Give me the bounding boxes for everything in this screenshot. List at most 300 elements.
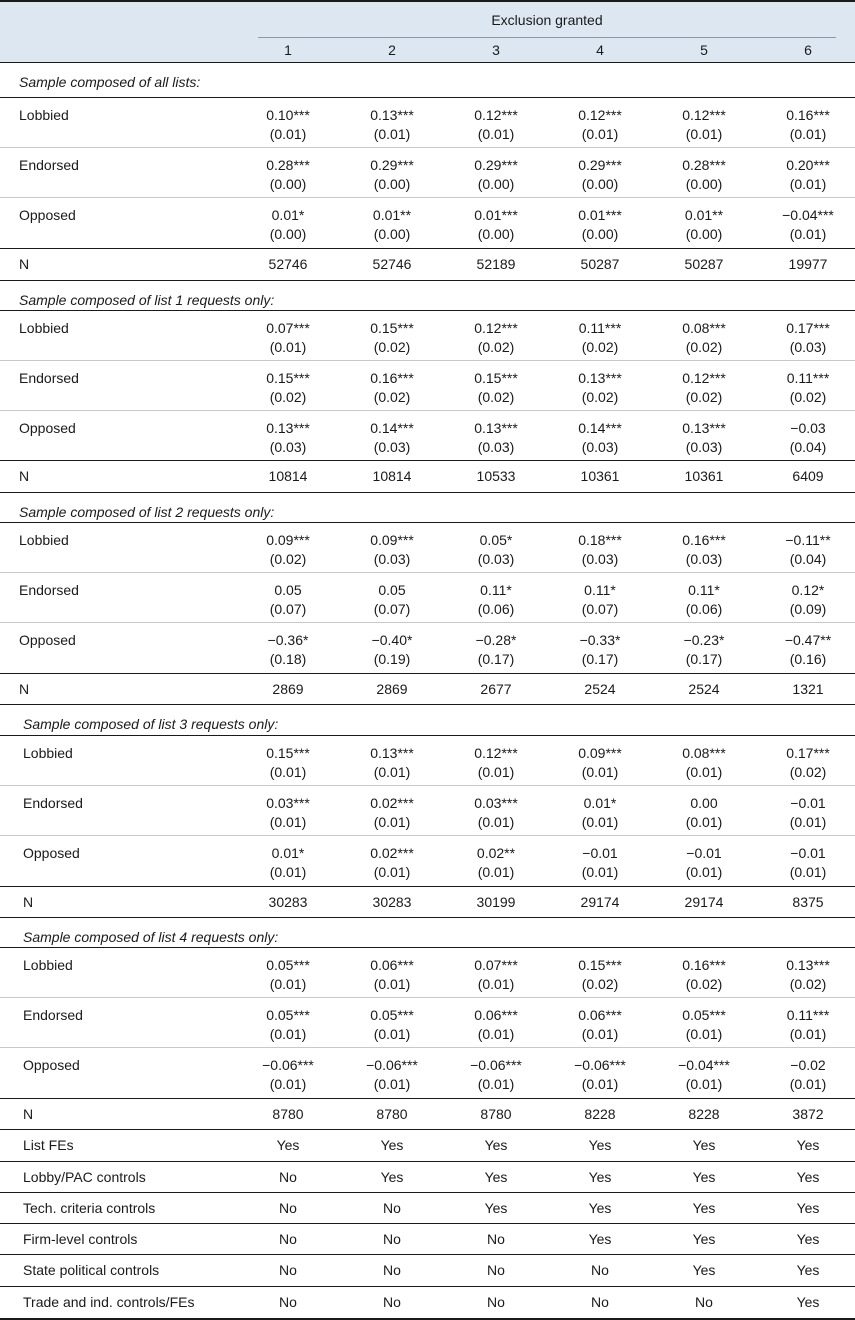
panel-heading-row bbox=[0, 62, 855, 97]
coefficient-cell bbox=[652, 744, 756, 782]
control-value: No bbox=[279, 1262, 297, 1278]
table-row bbox=[0, 360, 855, 410]
standard-error: (0.02) bbox=[685, 976, 723, 992]
coefficient-value: 0.05*** bbox=[370, 1007, 414, 1023]
n-label: N bbox=[19, 256, 30, 272]
coefficient-value: 0.16*** bbox=[682, 957, 726, 973]
standard-error: (0.06) bbox=[685, 601, 723, 617]
standard-error: (0.03) bbox=[373, 551, 411, 567]
coefficient-value: 0.05*** bbox=[682, 1007, 726, 1023]
coefficient-cell bbox=[340, 794, 444, 832]
coefficient-cell bbox=[652, 956, 756, 994]
standard-error: (0.02) bbox=[269, 551, 307, 567]
control-value: Yes bbox=[380, 1169, 404, 1185]
coefficient-value: 0.05*** bbox=[266, 1007, 310, 1023]
coefficient-cell bbox=[236, 1056, 340, 1094]
standard-error: (0.00) bbox=[685, 226, 723, 242]
n-value: 8228 bbox=[688, 1106, 720, 1122]
coefficient-value: 0.13*** bbox=[370, 107, 414, 123]
n-value: 10814 bbox=[268, 468, 308, 484]
control-value: No bbox=[279, 1169, 297, 1185]
coefficient-value: −0.02 bbox=[790, 1057, 826, 1073]
table-row bbox=[0, 410, 855, 460]
coefficient-value: 0.18*** bbox=[578, 532, 622, 548]
standard-error: (0.02) bbox=[685, 389, 723, 405]
n-label: N bbox=[19, 468, 30, 484]
coefficient-value: 0.01* bbox=[583, 795, 617, 811]
column-number: 1 bbox=[284, 42, 292, 58]
standard-error: (0.00) bbox=[581, 226, 619, 242]
table-row bbox=[0, 947, 855, 997]
n-value: 29174 bbox=[580, 894, 620, 910]
n-value: 30283 bbox=[268, 894, 308, 910]
n-value: 8375 bbox=[792, 894, 824, 910]
panel-heading-row bbox=[0, 704, 855, 735]
coefficient-cell bbox=[756, 319, 855, 357]
coefficient-cell bbox=[548, 369, 652, 407]
control-value: No bbox=[487, 1294, 505, 1310]
n-value: 6409 bbox=[792, 468, 824, 484]
coefficient-cell bbox=[340, 581, 444, 619]
table-row bbox=[0, 522, 855, 572]
coefficient-cell bbox=[548, 156, 652, 194]
n-value: 2869 bbox=[272, 681, 304, 697]
coefficient-cell bbox=[340, 419, 444, 457]
coefficient-cell bbox=[340, 319, 444, 357]
control-value: No bbox=[383, 1231, 401, 1247]
standard-error: (0.01) bbox=[581, 126, 619, 142]
coefficient-value: 0.02*** bbox=[370, 845, 414, 861]
n-value: 1321 bbox=[792, 681, 824, 697]
n-value: 8780 bbox=[376, 1106, 408, 1122]
coefficient-cell bbox=[340, 156, 444, 194]
row-label: Opposed bbox=[19, 207, 76, 223]
table-row bbox=[0, 622, 855, 673]
control-value: Yes bbox=[380, 1137, 404, 1153]
coefficient-cell bbox=[652, 106, 756, 144]
coefficient-value: 0.09*** bbox=[266, 532, 310, 548]
column-number: 6 bbox=[804, 42, 812, 58]
row-label: Lobbied bbox=[19, 320, 69, 336]
standard-error: (0.01) bbox=[269, 126, 307, 142]
coefficient-cell bbox=[756, 581, 855, 619]
coefficient-cell bbox=[236, 956, 340, 994]
coefficient-value: 0.01* bbox=[271, 845, 305, 861]
standard-error: (0.03) bbox=[685, 439, 723, 455]
standard-error: (0.07) bbox=[269, 601, 307, 617]
coefficient-cell bbox=[444, 631, 548, 669]
standard-error: (0.01) bbox=[477, 126, 515, 142]
coefficient-value: 0.06*** bbox=[474, 1007, 518, 1023]
coefficient-cell bbox=[236, 206, 340, 244]
coefficient-cell bbox=[340, 369, 444, 407]
panel-title: Sample composed of list 4 requests only: bbox=[23, 929, 279, 945]
coefficient-cell bbox=[236, 744, 340, 782]
standard-error: (0.00) bbox=[373, 226, 411, 242]
row-label: Opposed bbox=[23, 845, 80, 861]
coefficient-value: −0.28* bbox=[475, 632, 517, 648]
coefficient-cell bbox=[340, 844, 444, 882]
table-row bbox=[0, 147, 855, 197]
coefficient-value: 0.13*** bbox=[474, 420, 518, 436]
standard-error: (0.01) bbox=[477, 976, 515, 992]
standard-error: (0.03) bbox=[581, 439, 619, 455]
standard-error: (0.01) bbox=[685, 1026, 723, 1042]
standard-error: (0.03) bbox=[581, 551, 619, 567]
control-value: Yes bbox=[484, 1169, 508, 1185]
coefficient-cell bbox=[340, 106, 444, 144]
coefficient-value: 0.15*** bbox=[474, 370, 518, 386]
coefficient-cell bbox=[652, 631, 756, 669]
coefficient-cell bbox=[756, 106, 855, 144]
coefficient-cell bbox=[652, 319, 756, 357]
column-number: 2 bbox=[388, 42, 396, 58]
standard-error: (0.01) bbox=[477, 764, 515, 780]
coefficient-value: 0.15*** bbox=[266, 370, 310, 386]
coefficient-cell bbox=[444, 794, 548, 832]
row-label: Endorsed bbox=[19, 582, 79, 598]
coefficient-value: 0.01* bbox=[271, 207, 305, 223]
control-value: Yes bbox=[796, 1262, 820, 1278]
coefficient-cell bbox=[652, 419, 756, 457]
n-value: 52189 bbox=[476, 256, 516, 272]
standard-error: (0.01) bbox=[789, 226, 827, 242]
n-row bbox=[0, 460, 855, 492]
n-value: 10533 bbox=[476, 468, 516, 484]
standard-error: (0.01) bbox=[477, 1026, 515, 1042]
standard-error: (0.02) bbox=[789, 976, 827, 992]
standard-error: (0.01) bbox=[581, 1026, 619, 1042]
row-label: Opposed bbox=[23, 1057, 80, 1073]
control-label: Lobby/PAC controls bbox=[23, 1169, 146, 1185]
standard-error: (0.01) bbox=[789, 814, 827, 830]
control-value: Yes bbox=[276, 1137, 300, 1153]
table-row bbox=[0, 97, 855, 147]
standard-error: (0.01) bbox=[373, 1076, 411, 1092]
standard-error: (0.01) bbox=[269, 814, 307, 830]
coefficient-cell bbox=[548, 844, 652, 882]
coefficient-cell bbox=[340, 744, 444, 782]
control-value: Yes bbox=[692, 1200, 716, 1216]
coefficient-cell bbox=[652, 844, 756, 882]
standard-error: (0.01) bbox=[685, 1076, 723, 1092]
coefficient-cell bbox=[340, 1056, 444, 1094]
n-value: 30199 bbox=[476, 894, 516, 910]
standard-error: (0.02) bbox=[581, 389, 619, 405]
control-label: Firm-level controls bbox=[23, 1231, 138, 1247]
panel-heading-row bbox=[0, 280, 855, 310]
coefficient-cell bbox=[444, 206, 548, 244]
standard-error: (0.01) bbox=[477, 814, 515, 830]
n-row bbox=[0, 248, 855, 280]
standard-error: (0.02) bbox=[269, 389, 307, 405]
coefficient-cell bbox=[340, 206, 444, 244]
standard-error: (0.00) bbox=[373, 176, 411, 192]
standard-error: (0.07) bbox=[581, 601, 619, 617]
coefficient-value: 0.07*** bbox=[266, 320, 310, 336]
n-value: 10814 bbox=[372, 468, 412, 484]
coefficient-value: 0.29*** bbox=[370, 157, 414, 173]
standard-error: (0.01) bbox=[477, 864, 515, 880]
standard-error: (0.02) bbox=[789, 764, 827, 780]
standard-error: (0.02) bbox=[581, 976, 619, 992]
control-row bbox=[0, 1254, 855, 1286]
control-value: Yes bbox=[796, 1200, 820, 1216]
column-number: 5 bbox=[700, 42, 708, 58]
coefficient-cell bbox=[236, 1006, 340, 1044]
coefficient-cell bbox=[756, 794, 855, 832]
control-value: Yes bbox=[692, 1262, 716, 1278]
standard-error: (0.06) bbox=[477, 601, 515, 617]
coefficient-cell bbox=[548, 744, 652, 782]
standard-error: (0.00) bbox=[581, 176, 619, 192]
table-row bbox=[0, 1047, 855, 1098]
control-value: No bbox=[279, 1294, 297, 1310]
coefficient-cell bbox=[548, 1006, 652, 1044]
coefficient-cell bbox=[756, 419, 855, 457]
coefficient-cell bbox=[756, 531, 855, 569]
coefficient-value: 0.05 bbox=[378, 582, 406, 598]
standard-error: (0.01) bbox=[269, 864, 307, 880]
coefficient-cell bbox=[236, 531, 340, 569]
coefficient-value: 0.11*** bbox=[578, 320, 622, 336]
coefficient-value: 0.12*** bbox=[578, 107, 622, 123]
coefficient-cell bbox=[652, 1056, 756, 1094]
standard-error: (0.03) bbox=[373, 439, 411, 455]
coefficient-value: 0.15*** bbox=[266, 745, 310, 761]
coefficient-value: −0.04*** bbox=[782, 207, 834, 223]
standard-error: (0.01) bbox=[373, 126, 411, 142]
coefficient-cell bbox=[340, 1006, 444, 1044]
standard-error: (0.19) bbox=[373, 651, 411, 667]
coefficient-value: −0.04*** bbox=[678, 1057, 730, 1073]
panel-title: Sample composed of list 1 requests only: bbox=[19, 292, 275, 308]
coefficient-cell bbox=[652, 794, 756, 832]
standard-error: (0.01) bbox=[269, 764, 307, 780]
standard-error: (0.03) bbox=[477, 551, 515, 567]
n-value: 50287 bbox=[684, 256, 724, 272]
coefficient-value: 0.29*** bbox=[578, 157, 622, 173]
n-value: 3872 bbox=[792, 1106, 824, 1122]
coefficient-cell bbox=[756, 1056, 855, 1094]
control-value: Yes bbox=[796, 1294, 820, 1310]
control-label: State political controls bbox=[23, 1262, 160, 1278]
control-value: No bbox=[695, 1294, 713, 1310]
n-label: N bbox=[23, 1106, 34, 1122]
standard-error: (0.03) bbox=[789, 339, 827, 355]
coefficient-cell bbox=[444, 531, 548, 569]
panel-heading-row bbox=[0, 917, 855, 947]
coefficient-cell bbox=[652, 1006, 756, 1044]
coefficient-value: −0.01 bbox=[790, 795, 826, 811]
coefficient-value: 0.12*** bbox=[474, 320, 518, 336]
n-value: 52746 bbox=[372, 256, 412, 272]
standard-error: (0.01) bbox=[581, 764, 619, 780]
coefficient-value: 0.01** bbox=[372, 207, 412, 223]
coefficient-cell bbox=[652, 531, 756, 569]
coefficient-cell bbox=[444, 106, 548, 144]
n-value: 52746 bbox=[268, 256, 308, 272]
standard-error: (0.03) bbox=[269, 439, 307, 455]
n-value: 2524 bbox=[688, 681, 720, 697]
coefficient-cell bbox=[756, 369, 855, 407]
coefficient-value: −0.03 bbox=[790, 420, 826, 436]
standard-error: (0.01) bbox=[269, 339, 307, 355]
coefficient-value: −0.11** bbox=[785, 532, 831, 548]
coefficient-cell bbox=[236, 369, 340, 407]
coefficient-value: 0.16*** bbox=[682, 532, 726, 548]
coefficient-value: 0.01** bbox=[684, 207, 724, 223]
standard-error: (0.02) bbox=[477, 339, 515, 355]
coefficient-value: 0.20*** bbox=[786, 157, 830, 173]
coefficient-cell bbox=[548, 531, 652, 569]
coefficient-value: −0.40* bbox=[371, 632, 413, 648]
coefficient-value: −0.23* bbox=[683, 632, 725, 648]
standard-error: (0.09) bbox=[789, 601, 827, 617]
coefficient-value: 0.01*** bbox=[474, 207, 518, 223]
coefficient-cell bbox=[548, 956, 652, 994]
coefficient-value: 0.08*** bbox=[682, 320, 726, 336]
control-row bbox=[0, 1129, 855, 1161]
coefficient-value: 0.17*** bbox=[786, 745, 830, 761]
coefficient-cell bbox=[236, 156, 340, 194]
coefficient-cell bbox=[756, 631, 855, 669]
control-value: Yes bbox=[692, 1137, 716, 1153]
row-label: Endorsed bbox=[19, 157, 79, 173]
coefficient-cell bbox=[548, 106, 652, 144]
control-value: No bbox=[591, 1294, 609, 1310]
standard-error: (0.00) bbox=[269, 176, 307, 192]
standard-error: (0.01) bbox=[581, 814, 619, 830]
n-value: 8780 bbox=[480, 1106, 512, 1122]
coefficient-cell bbox=[444, 419, 548, 457]
coefficient-value: −0.47** bbox=[784, 632, 832, 648]
coefficient-value: 0.11* bbox=[480, 582, 512, 598]
control-value: Yes bbox=[796, 1137, 820, 1153]
coefficient-value: 0.10*** bbox=[266, 107, 310, 123]
standard-error: (0.00) bbox=[269, 226, 307, 242]
coefficient-value: 0.09*** bbox=[370, 532, 414, 548]
coefficient-cell bbox=[444, 1056, 548, 1094]
coefficient-cell bbox=[444, 744, 548, 782]
coefficient-cell bbox=[756, 206, 855, 244]
standard-error: (0.02) bbox=[373, 339, 411, 355]
coefficient-value: 0.13*** bbox=[370, 745, 414, 761]
coefficient-value: 0.12* bbox=[791, 582, 825, 598]
standard-error: (0.01) bbox=[373, 814, 411, 830]
standard-error: (0.01) bbox=[373, 864, 411, 880]
row-label: Lobbied bbox=[23, 957, 73, 973]
coefficient-value: 0.16*** bbox=[786, 107, 830, 123]
row-label: Opposed bbox=[19, 420, 76, 436]
standard-error: (0.01) bbox=[789, 126, 827, 142]
row-label: Opposed bbox=[19, 632, 76, 648]
n-value: 19977 bbox=[788, 256, 828, 272]
standard-error: (0.17) bbox=[477, 651, 515, 667]
standard-error: (0.01) bbox=[685, 864, 723, 880]
control-value: Yes bbox=[484, 1137, 508, 1153]
n-label: N bbox=[23, 894, 34, 910]
coefficient-cell bbox=[236, 419, 340, 457]
coefficient-value: −0.01 bbox=[686, 845, 722, 861]
coefficient-value: 0.29*** bbox=[474, 157, 518, 173]
coefficient-value: 0.14*** bbox=[578, 420, 622, 436]
coefficient-cell bbox=[236, 844, 340, 882]
coefficient-value: 0.15*** bbox=[370, 320, 414, 336]
coefficient-cell bbox=[444, 319, 548, 357]
control-value: No bbox=[487, 1231, 505, 1247]
standard-error: (0.04) bbox=[789, 551, 827, 567]
standard-error: (0.01) bbox=[373, 764, 411, 780]
n-value: 2677 bbox=[480, 681, 512, 697]
coefficient-cell bbox=[548, 581, 652, 619]
coefficient-cell bbox=[756, 1006, 855, 1044]
coefficient-value: 0.28*** bbox=[682, 157, 726, 173]
coefficient-cell bbox=[444, 369, 548, 407]
coefficient-cell bbox=[756, 956, 855, 994]
row-label: Lobbied bbox=[19, 532, 69, 548]
coefficient-cell bbox=[444, 1006, 548, 1044]
n-value: 10361 bbox=[580, 468, 620, 484]
coefficient-cell bbox=[548, 206, 652, 244]
table-row bbox=[0, 310, 855, 360]
control-value: Yes bbox=[796, 1169, 820, 1185]
standard-error: (0.01) bbox=[269, 976, 307, 992]
standard-error: (0.03) bbox=[685, 551, 723, 567]
control-row bbox=[0, 1286, 855, 1318]
standard-error: (0.01) bbox=[581, 864, 619, 880]
coefficient-cell bbox=[444, 581, 548, 619]
standard-error: (0.02) bbox=[477, 389, 515, 405]
coefficient-cell bbox=[340, 956, 444, 994]
control-value: Yes bbox=[692, 1169, 716, 1185]
coefficient-value: −0.01 bbox=[582, 845, 618, 861]
coefficient-value: 0.11*** bbox=[786, 1007, 830, 1023]
standard-error: (0.01) bbox=[581, 1076, 619, 1092]
coefficient-value: 0.11* bbox=[688, 582, 720, 598]
coefficient-cell bbox=[652, 206, 756, 244]
coefficient-value: −0.06*** bbox=[366, 1057, 418, 1073]
control-value: Yes bbox=[588, 1137, 612, 1153]
table-row bbox=[0, 835, 855, 886]
table-row bbox=[0, 735, 855, 785]
coefficient-value: 0.28*** bbox=[266, 157, 310, 173]
coefficient-cell bbox=[236, 106, 340, 144]
coefficient-value: 0.05* bbox=[479, 532, 513, 548]
coefficient-value: 0.05*** bbox=[266, 957, 310, 973]
coefficient-cell bbox=[444, 844, 548, 882]
control-row bbox=[0, 1161, 855, 1192]
row-label: Lobbied bbox=[23, 745, 73, 761]
control-value: No bbox=[591, 1262, 609, 1278]
coefficient-value: 0.01*** bbox=[578, 207, 622, 223]
coefficient-value: 0.06*** bbox=[578, 1007, 622, 1023]
coefficient-cell bbox=[652, 581, 756, 619]
coefficient-cell bbox=[340, 631, 444, 669]
n-value: 8228 bbox=[584, 1106, 616, 1122]
control-row bbox=[0, 1192, 855, 1223]
coefficient-cell bbox=[548, 794, 652, 832]
row-label: Lobbied bbox=[19, 107, 69, 123]
coefficient-cell bbox=[444, 956, 548, 994]
coefficient-value: 0.17*** bbox=[786, 320, 830, 336]
coefficient-value: −0.33* bbox=[579, 632, 621, 648]
n-value: 2524 bbox=[584, 681, 616, 697]
control-label: Tech. criteria controls bbox=[23, 1200, 156, 1216]
coefficient-cell bbox=[548, 319, 652, 357]
coefficient-value: 0.02*** bbox=[370, 795, 414, 811]
coefficient-cell bbox=[444, 156, 548, 194]
